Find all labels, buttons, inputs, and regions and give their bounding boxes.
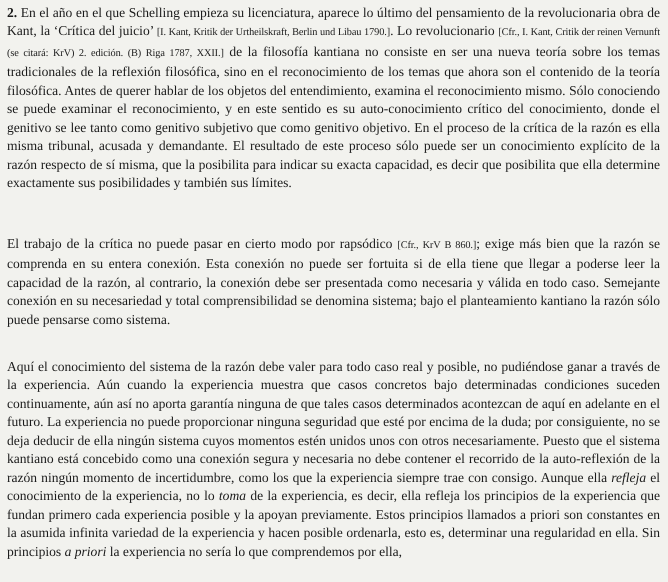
paragraph-text: el conocimiento de la experiencia, no lo [7,469,660,504]
paragraph-text: ; exige más bien que la razón se comprenda en su entera conexión. Esta conexión no puede ser fortuita si de ella tiene que llegar a poderse leer la capacidad de la razón, al contrario, la conexión debe ser presentada como necesaria y válida en todo caso. Semejante conexión en su necesariedad y total comprensibilidad se denomina sistema; bajo el planteamiento kantiano la razón sólo puede pensarse como sistema. [7,236,660,327]
emphasis: a priori [64,543,107,559]
citation: [Cfr., I. Kant, Critik der reinen Vernunft (se citará: KrV) 2. edición. (B) Riga 1787, XXII.] [7,27,660,59]
paragraph-text: Aquí el conocimiento del sistema de la razón debe valer para todo caso real y posible, no pudiéndose ganar a través de la experiencia. Aún cuando la experiencia muestra que casos concretos bajo determinadas condiciones suceden continuamente, aún así no aporta garantía ninguna de que tales casos determinados acontezcan de aquí en adelante en el futuro. La experiencia no puede proporcionar ninguna seguridad que esté por encima de la duda; por consiguiente, no se deja deducir de ella ningún sistema cuyos momentos estén unidos unos con otros necesariamente. Puesto que el sistema kantiano está concebido como una conexión segura y necesaria no debe contener el recorrido de la auto-reflexión de la razón ningún momento de incertidumbre, como los que la experiencia siempre trae con consigo. Aunque ella [7,359,660,485]
paragraph-text: de la experiencia, es decir, ella refleja los principios de la experiencia que fundan primero cada experiencia posible y la apoyan previamente. Estos principios llamados a priori son constantes en la asumida infinita variedad de la experiencia y hacen posible ordenarla, esto es, determinar una regularidad en ella. Sin principios [7,488,661,559]
paragraph-1 [7,4,660,226]
paragraph-2 [7,235,660,350]
emphasis: toma [218,488,247,504]
paragraph-text: la experiencia no sería lo que comprendemos por ella, [106,543,403,559]
paragraph-text: . Lo revolucionario [390,23,499,39]
emphasis: refleja [611,469,647,485]
paragraph-text: En el año en el que Schelling empieza su licenciatura, aparece lo último del pensamiento de la revolucionaria obra de Kant, la ‘Crítica del juicio’ [7,5,660,39]
paragraph-3 [7,358,660,561]
paragraph-text: El trabajo de la crítica no puede pasar en cierto modo por rapsódico [7,236,398,251]
paragraph-text: de la filosofía kantiana no consiste en ser una nueva teoría sobre los temas tradicionales de la reflexión filosófica, sino en el reconocimiento de los temas que ahora son el contenido de la teoría filosófica. Antes de querer hablar de los objetos del entendimiento, examina el reconocimiento mismo. Sólo conociendo se puede examinar el reconocimiento, y en este sentido es su auto-conocimiento crítico del conocimiento, donde el genitivo se lee tanto como genitivo subjetivo que como genitivo objetivo. En el proceso de la crítica de la razón es ella misma tribunal, acusada y demandante. El resultado de este proceso sólo puede ser un conocimiento explícito de la razón respecto de sí misma, que la posibilita para indicar su exacta capacidad, es decir que posibilita que ella determine exactamente sus posibilidades y también sus límites. [7,43,661,191]
citation: [I. Kant, Kritik der Urtheilskraft, Berlin und Libau 1790.] [156,27,391,39]
citation: [Cfr., KrV B 860.] [397,240,477,251]
paragraph-number: 2. [7,5,18,20]
